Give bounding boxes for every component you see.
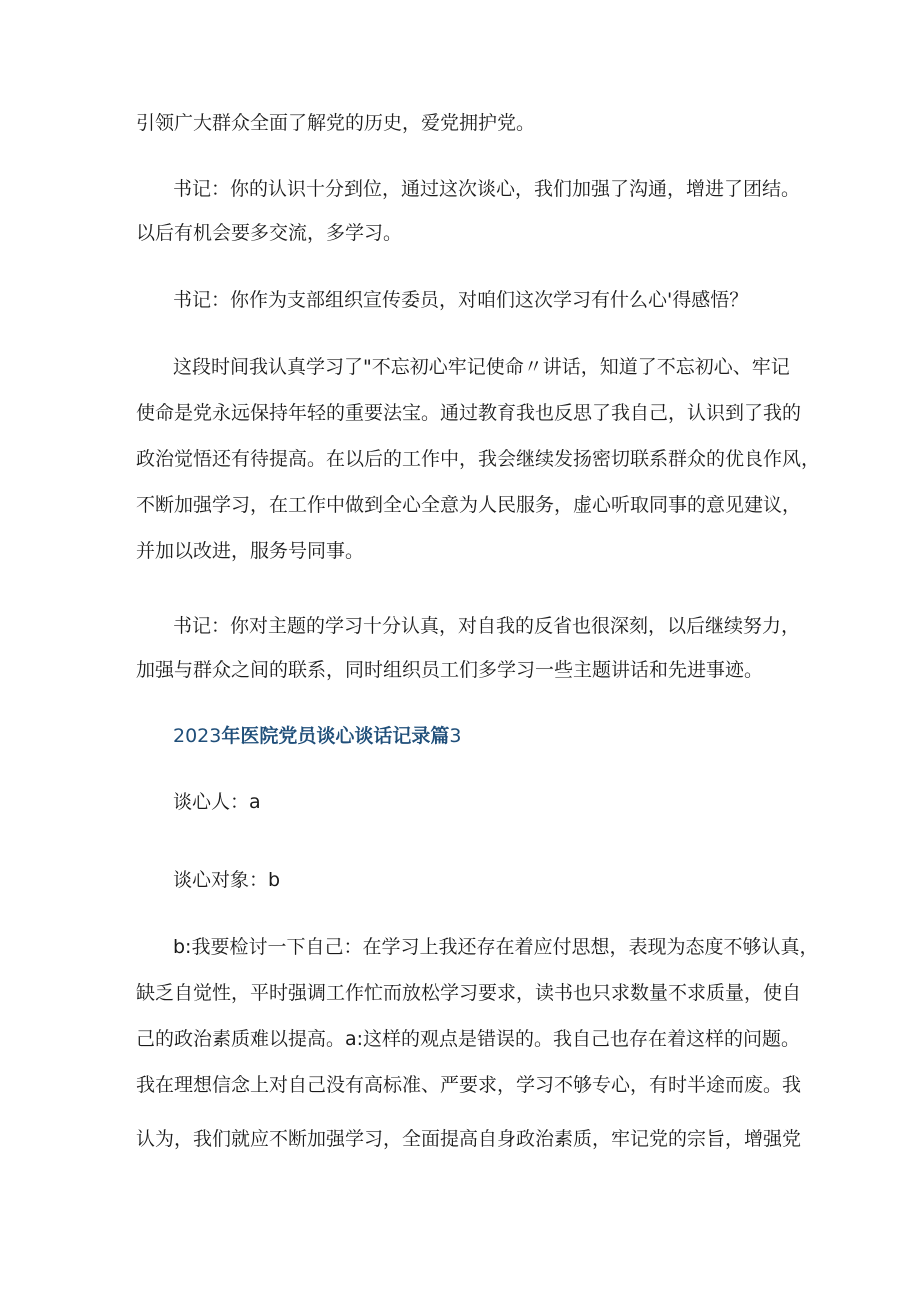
speaker-line: 谈心人：a [173,791,261,813]
paragraph-line: 加强与群众之间的联系，同时组织员工们多学习一些主题讲话和先进事迹。 [136,659,764,681]
paragraph-line: 并加以改进，服务号同事。 [136,540,365,562]
body-line: 己的政治素质难以提高。a:这样的观点是错误的。我自己也存在着这样的问题。 [136,1028,801,1050]
paragraph-line: 书记：你作为支部组织宣传委员，对咱们这次学习有什么心'得感悟？ [173,289,749,311]
heading-year: 2023 [173,725,222,747]
heading-title: 年医院党员谈心谈话记录篇 [221,725,450,747]
paragraph-line: 以后有机会要多交流，多学习。 [136,222,403,244]
paragraph-line: 这段时间我认真学习了"不忘初心牢记使命〃讲话，知道了不忘初心、牢记 [173,356,790,378]
body-line: 缺乏自觉性，平时强调工作忙而放松学习要求，读书也只求数量不求质量，使自 [136,982,802,1004]
paragraph-line: 使命是党永远保持年轻的重要法宝。通过教育我也反思了我自己，认识到了我的 [136,402,802,424]
target-line: 谈心对象：b [173,869,281,891]
body-line: b:我要检讨一下自己：在学习上我还存在着应付思想，表现为态度不够认真， [173,936,819,958]
paragraph-line: 书记：你对主题的学习十分认真，对自我的反省也很深刻，以后继续努力， [173,615,801,637]
paragraph-line: 不断加强学习，在工作中做到全心全意为人民服务，虚心听取同事的意见建议， [136,494,802,516]
paragraph-line: 书记：你的认识十分到位，通过这次谈心，我们加强了沟通，增进了团结。 [173,178,801,200]
body-line: 我在理想信念上对自己没有高标准、严要求，学习不够专心，有时半途而废。我 [136,1074,802,1096]
body-line: 认为，我们就应不断加强学习，全面提高自身政治素质，牢记党的宗旨，增强党 [136,1128,802,1150]
paragraph-line: 政治觉悟还有待提高。在以后的工作中，我会继续发扬密切联系群众的优良作风， [136,448,821,470]
paragraph-line: 引领广大群众全面了解党的历史，爱党拥护党。 [136,112,536,134]
heading-number: 3 [449,725,462,747]
section-heading [173,714,461,758]
